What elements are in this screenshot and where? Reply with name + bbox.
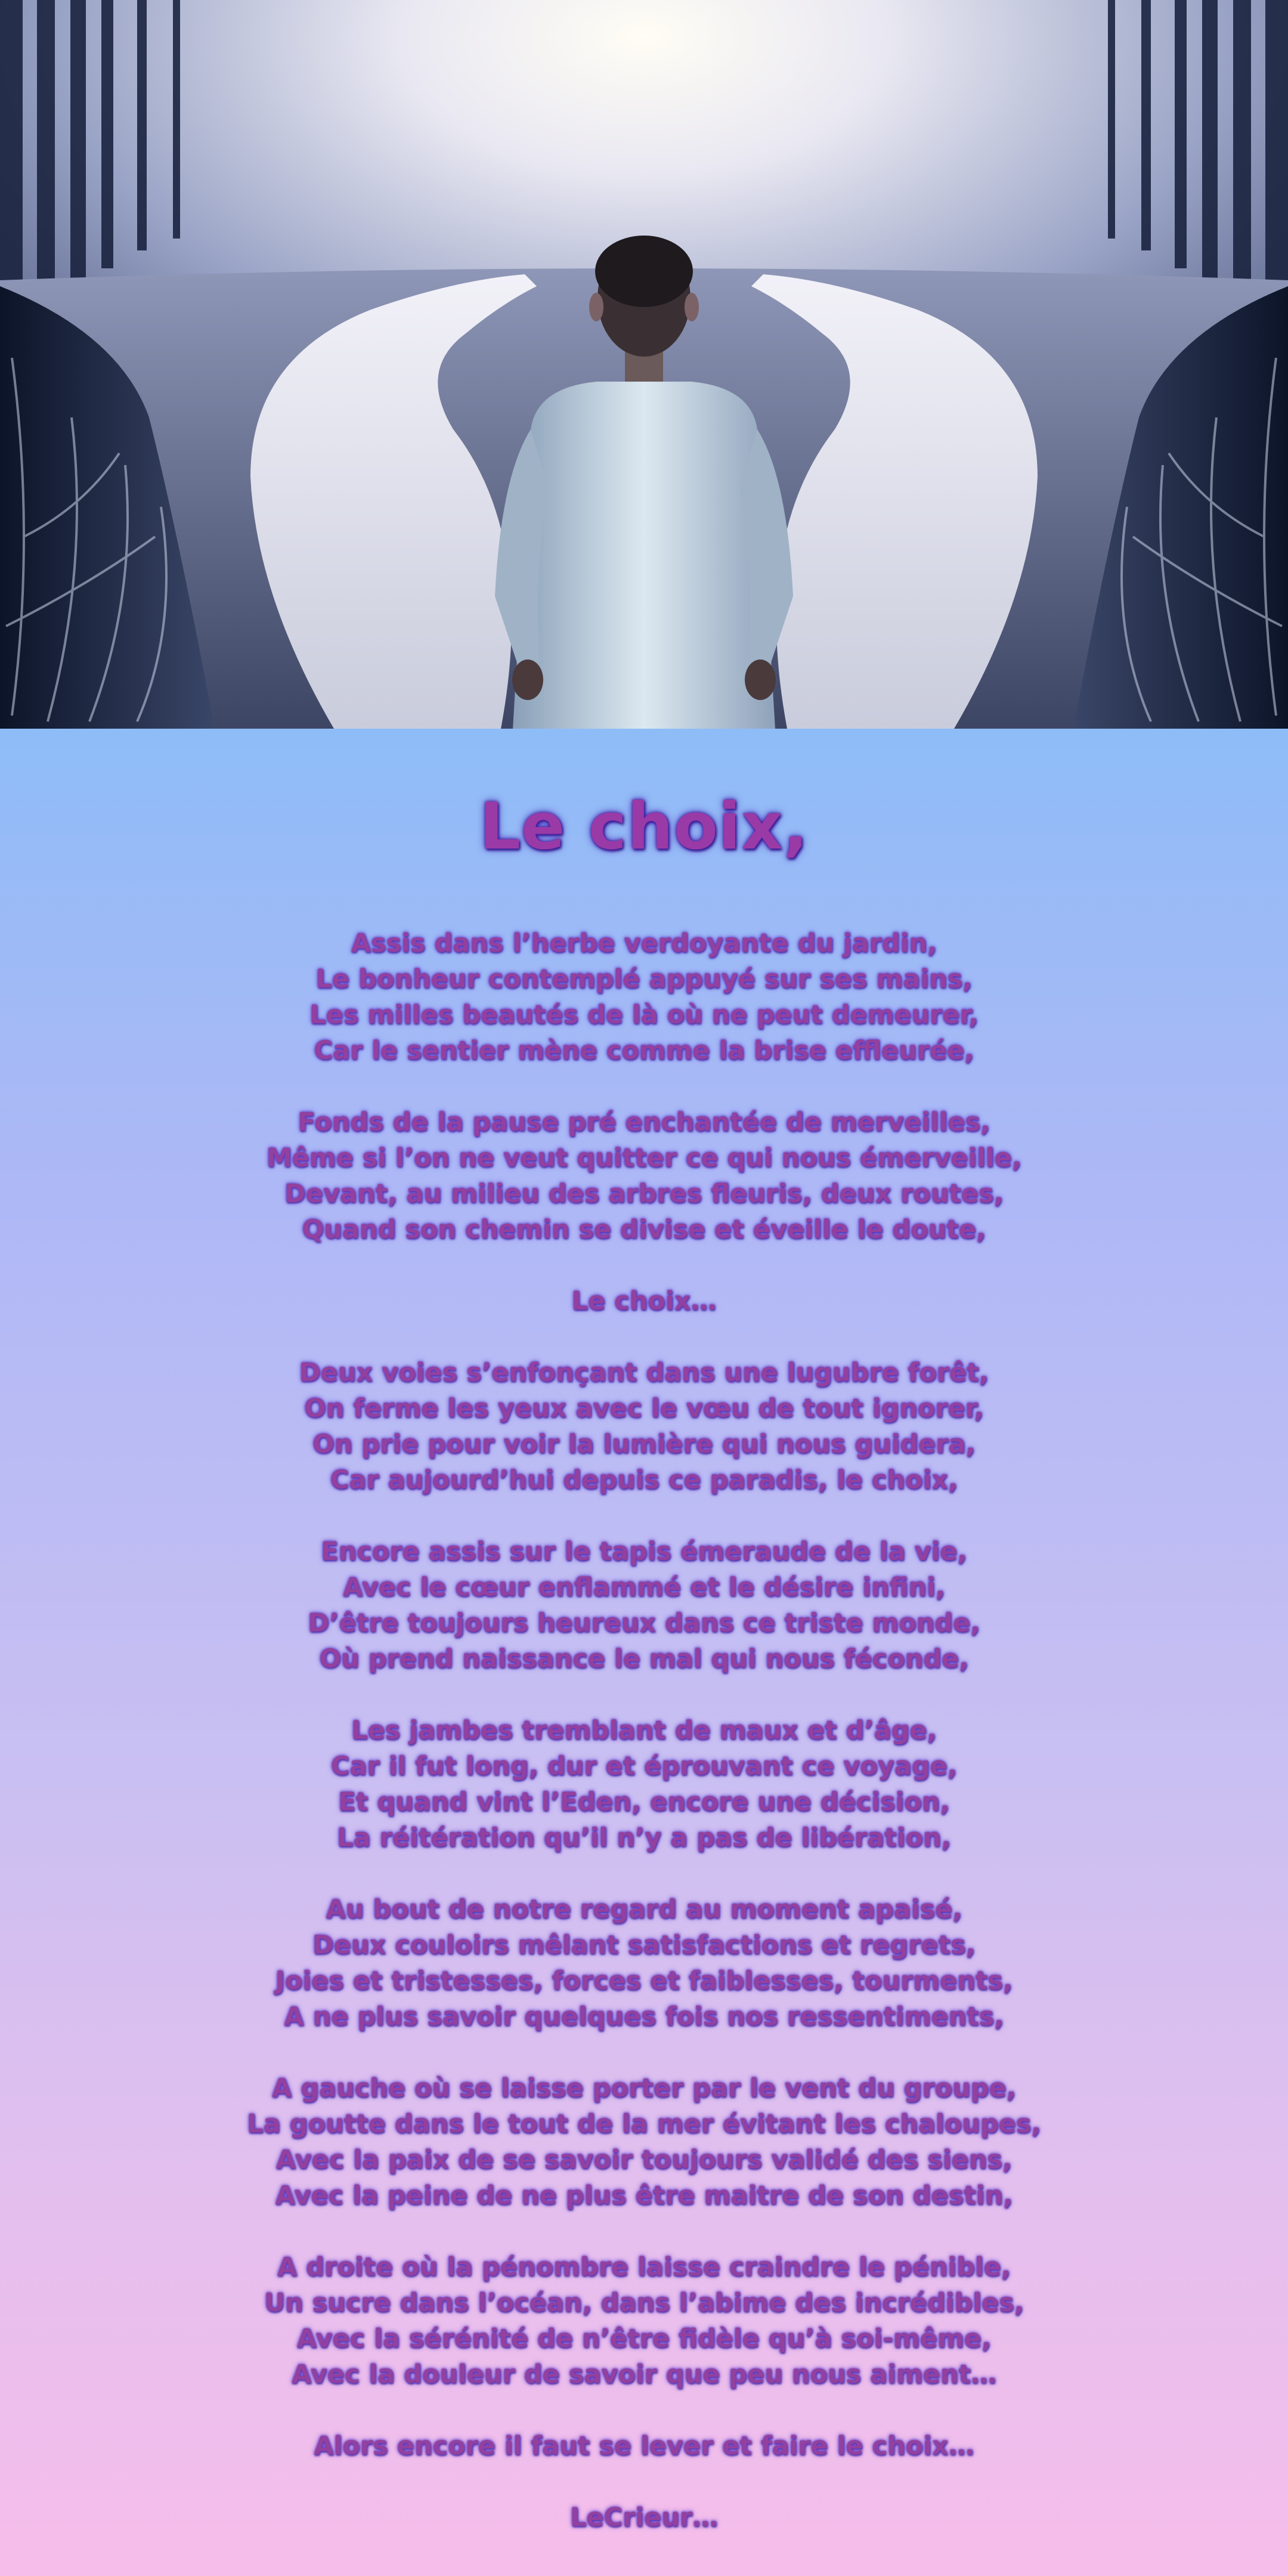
poem-line: A ne plus savoir quelques fois nos ressentiments, [284,2002,1004,2032]
poem-stanza [0,1355,1288,1498]
poem-line: La goutte dans le tout de la mer évitant les chaloupes, [247,2109,1041,2139]
poem-line: On ferme les yeux avec le vœu de tout ignorer, [304,1394,984,1423]
poem-stanza [0,1283,1288,1319]
poem-line: Avec la peine de ne plus être maitre de son destin, [275,2181,1013,2210]
poem-line: Car le sentier mène comme la brise effleurée, [314,1036,974,1066]
poem-line: Même si l’on ne veut quitter ce qui nous émerveille, [266,1143,1022,1173]
poem-line: LeCrieur… [569,2503,719,2532]
poem-stanza [0,2428,1288,2464]
poem-stanza [0,1713,1288,1856]
poem-line: Joies et tristesses, forces et faiblesses, tourments, [275,1966,1013,1996]
poem-section [0,729,1288,2576]
poem-line: Les milles beautés de là où ne peut demeurer, [309,1000,979,1030]
poem-line: Un sucre dans l’océan, dans l’abime des incrédibles, [264,2288,1024,2318]
poem-line: Devant, au milieu des arbres fleuris, deux routes, [284,1179,1004,1209]
poem-line: Le choix… [571,1286,717,1316]
poem-stanza [0,1534,1288,1677]
poem-line: Le bonheur contemplé appuyé sur ses mains, [315,964,973,994]
poem-line: Où prend naissance le mal qui nous féconde, [319,1644,969,1674]
poem-line: Alors encore il faut se lever et faire le choix… [314,2431,974,2461]
poem-line: Deux couloirs mêlant satisfactions et regrets, [312,1930,976,1960]
poem-line: Quand son chemin se divise et éveille le doute, [302,1215,986,1244]
poem-stanza [0,925,1288,1069]
poem-line: Et quand vint l’Eden, encore une décision, [338,1787,950,1817]
poem-line: Encore assis sur le tapis émeraude de la vie, [321,1537,967,1566]
poem-line: Avec la douleur de savoir que peu nous aiment… [291,2360,997,2389]
poem-line: La réitération qu’il n’y a pas de libération, [337,1823,951,1853]
poem-line: Fonds de la pause pré enchantée de merveilles, [298,1107,990,1137]
poem-stanza [0,2500,1288,2535]
poem-stanza [0,2070,1288,2213]
poem-line: Deux voies s’enfonçant dans une lugubre forêt, [299,1358,989,1388]
poem-line: Au bout de notre regard au moment apaisé, [326,1894,962,1924]
poem-line: Assis dans l’herbe verdoyante du jardin, [351,928,937,958]
poem-title: Le choix, [479,789,809,864]
poem-line: Car aujourd’hui depuis ce paradis, le choix, [330,1465,958,1495]
poem-line: Les jambes tremblant de maux et d’âge, [351,1716,937,1745]
hero-illustration [0,0,1288,729]
poem-stanza [0,2249,1288,2392]
poem-line: Avec la paix de se savoir toujours validé des siens, [275,2145,1013,2175]
poem-body [0,925,1288,2571]
poem-line: A droite où la pénombre laisse craindre le pénible, [277,2252,1011,2282]
man-at-forked-path-illustration [0,0,1288,729]
poem-stanza [0,1104,1288,1247]
poem-line: Avec le cœur enflammé et le désire infini, [342,1572,946,1602]
poem-stanza [0,1891,1288,2035]
poem-line: A gauche où se laisse porter par le vent du groupe, [272,2073,1016,2103]
poem-line: Car il fut long, dur et éprouvant ce voyage, [330,1751,958,1781]
poem-line: On prie pour voir la lumière qui nous guidera, [312,1429,976,1459]
poem-line: Avec la sérénité de n’être fidèle qu’à soi-même, [296,2324,992,2354]
poem-line: D’être toujours heureux dans ce triste monde, [308,1608,980,1638]
